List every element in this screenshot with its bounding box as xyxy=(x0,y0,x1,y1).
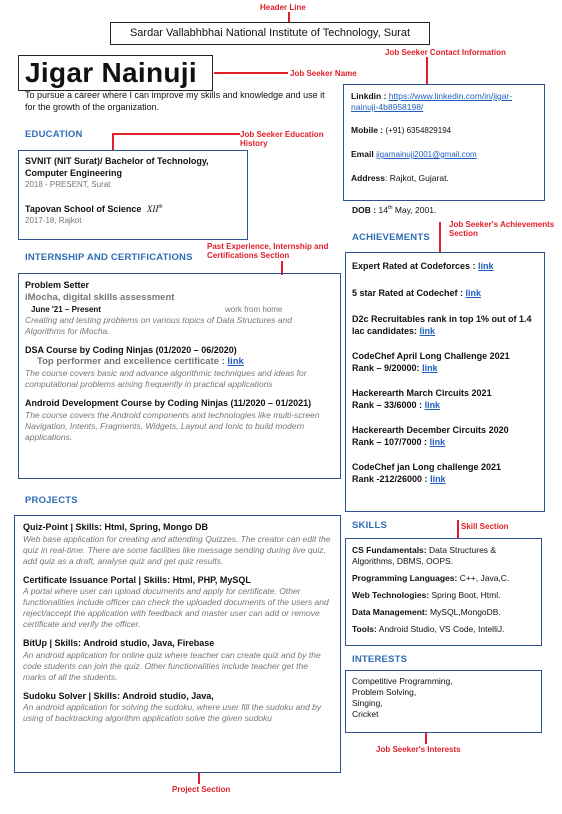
annotation-connector xyxy=(425,733,427,744)
annotation-connector xyxy=(214,72,288,74)
education-meta: 2017-18, Rajkot xyxy=(25,216,82,225)
experience-role: DSA Course by Coding Ninjas (01/2020 – 06/2020) xyxy=(25,344,237,355)
experience-company: Top performer and excellence certificate : xyxy=(37,356,225,367)
skill-label: Web Technologies: xyxy=(352,590,430,600)
address-value: : Rajkot, Gujarat. xyxy=(385,173,449,183)
name-box xyxy=(18,55,213,91)
skills-heading: SKILLS xyxy=(352,520,387,531)
skill-value: Android Studio, VS Code, IntelliJ. xyxy=(378,624,505,634)
annotation-connector xyxy=(457,520,459,538)
achievement-text: Hackerearth March Circuits 2021 xyxy=(352,388,492,398)
candidate-name: Jigar Nainuji xyxy=(25,57,197,88)
experience-desc: Creating and testing problems on various topics of Data Structures and Algorithms for iMocha. xyxy=(25,314,292,336)
certificate-link[interactable]: link xyxy=(227,356,244,367)
annotation-name: Job Seeker Name xyxy=(290,69,357,78)
skill-value: Spring Boot, Html. xyxy=(431,590,501,600)
annotation-skills: Skill Section xyxy=(461,522,509,531)
project-title: Certificate Issuance Portal | Skills: Html, PHP, MySQL xyxy=(23,574,251,585)
education-extra-sup: th xyxy=(158,203,163,210)
experience-role: Android Development Course by Coding Ninjas (11/2020 – 01/2021) xyxy=(25,398,312,408)
dob-label: DOB : xyxy=(352,205,377,215)
achievement-link[interactable]: link xyxy=(478,261,494,271)
contact-box xyxy=(343,84,545,201)
achievement-link[interactable]: link xyxy=(422,362,438,373)
mobile-value: (+91) 6354829194 xyxy=(385,126,452,135)
project-desc: An android application for solving the sudoku, where user fill the sudoku and by using of backtracking algorithm application solve the given sudoku xyxy=(23,702,322,723)
linkedin-link[interactable]: https://www.linkedin.com/in/jigar-nainuji-4b8958198/ xyxy=(351,91,513,112)
experience-company: iMocha, digital skills assessment xyxy=(25,291,175,303)
interest-item: Singing, xyxy=(352,698,383,708)
achievements-heading: ACHIEVEMENTS xyxy=(352,232,430,243)
mobile-label: Mobile : xyxy=(351,125,384,135)
email-link[interactable]: jigarnainuji2001@gmail.com xyxy=(376,150,477,159)
achievement-text: 5 star Rated at Codechef : xyxy=(352,287,464,298)
education-school: Tapovan School of Science xyxy=(25,203,142,214)
experience-box xyxy=(18,273,341,479)
skill-value: Data Structures & Algorithms, DBMS, OOPS. xyxy=(352,545,497,566)
skill-value: MySQL,MongoDB. xyxy=(429,607,501,617)
project-desc: An android application for online quiz where teacher can create quiz and by the code students can join the quiz. Other functionalities include teacher get the marks of all the students. xyxy=(23,649,321,682)
experience-heading: INTERNSHIP AND CERTIFICATIONS xyxy=(25,252,193,263)
interests-box xyxy=(345,670,542,733)
interests-heading: INTERESTS xyxy=(352,654,408,665)
achievement-rank: Rank – 9/20000: xyxy=(352,362,420,373)
achievement-link[interactable]: link xyxy=(429,436,446,447)
skills-box xyxy=(345,538,542,646)
achievement-text: Hackerearth December Circuits 2020 xyxy=(352,425,509,435)
annotation-connector xyxy=(112,133,114,151)
dob-day: 14 xyxy=(378,205,388,215)
achievement-link[interactable]: link xyxy=(419,325,436,336)
projects-heading: PROJECTS xyxy=(25,495,78,506)
project-title: BitUp | Skills: Android studio, Java, Firebase xyxy=(23,638,215,648)
skill-label: Data Management: xyxy=(352,607,428,617)
annotation-connector xyxy=(426,57,428,85)
skill-label: Programming Languages: xyxy=(352,573,458,583)
annotation-education: Job Seeker Education History xyxy=(240,130,324,148)
achievement-text: CodeChef April Long Challenge 2021 xyxy=(352,351,510,361)
achievement-rank: Rank – 107/7000 : xyxy=(352,436,428,447)
dob-suffix: th xyxy=(387,205,393,212)
email-label: Email xyxy=(351,149,374,159)
education-heading: EDUCATION xyxy=(25,129,83,140)
skill-value: C++, Java,C. xyxy=(459,573,510,583)
dob-rest: May, 2001. xyxy=(394,205,437,215)
institute-name: Sardar Vallabhbhai National Institute of Technology, Surat xyxy=(129,27,411,39)
achievement-text: D2c Recruitables rank in top 1% out of 1.4 lac candidates: xyxy=(352,314,532,336)
annotation-interests: Job Seeker's Interests xyxy=(376,745,461,754)
address-label: Address xyxy=(351,173,386,183)
annotation-projects: Project Section xyxy=(172,785,231,794)
achievement-link[interactable]: link xyxy=(430,473,446,484)
projects-box xyxy=(14,515,341,773)
interest-item: Cricket xyxy=(352,709,379,719)
annotation-connector xyxy=(112,133,240,135)
achievement-link[interactable]: link xyxy=(465,287,482,298)
project-title: Sudoku Solver | Skills: Android studio, Java, xyxy=(23,690,214,701)
skill-label: CS Fundamentals: xyxy=(352,545,427,555)
education-extra: XII xyxy=(146,203,159,214)
achievement-link[interactable]: link xyxy=(424,399,441,410)
education-box xyxy=(18,150,248,240)
annotation-connector xyxy=(198,773,200,784)
interest-item: Competitive Programming, xyxy=(352,676,453,686)
project-desc: A portal where user can upload documents and apply for certificate. Other functionalities include officer can check the uploaded documents of the users and reject/accept the application with feedback and master user can add or remove certificate and verify the officer. xyxy=(23,586,329,629)
dob xyxy=(352,205,436,215)
achievement-rank: Rank -212/26000 : xyxy=(352,473,428,484)
experience-desc: The course covers basic and advance algorithmic techniques and ideas for computational problems arising frequently in practical applications xyxy=(25,368,307,389)
project-desc: Web base application for creating and attending Quizzes. The creator can edit the quiz in real-time. There are some facilities like message sending during live quiz, add quiz as a draft, analyse quiz and get quiz results. xyxy=(23,533,331,566)
header-line-box xyxy=(110,22,430,45)
project-title: Quiz-Point | Skills: Html, Spring, Mongo DB xyxy=(23,522,209,532)
experience-desc: The course covers the Android components and technologies like multi-screen Navigation, Intents, Fragments, Widgets, Layout and Ionic to build modern applications. xyxy=(25,409,320,442)
annotation-experience: Past Experience, Internship and Certifications Section xyxy=(207,242,329,260)
education-school: SVNIT (NIT Surat)/ Bachelor of Technology, Computer Engineering xyxy=(25,156,209,178)
interest-item: Problem Solving, xyxy=(352,687,417,697)
achievements-box xyxy=(345,252,545,512)
skill-label: Tools: xyxy=(352,624,377,634)
education-meta: 2018 - PRESENT, Surat xyxy=(25,180,111,189)
achievement-rank: Rank – 33/6000 : xyxy=(352,399,423,410)
linkedin-label: Linkdin : xyxy=(351,91,387,101)
annotation-achievements: Job Seeker's Achievements Section xyxy=(449,220,555,238)
annotation-contact: Job Seeker Contact Information xyxy=(385,48,506,57)
experience-date: June '21 – Present xyxy=(31,304,101,314)
achievement-text: Expert Rated at Codeforces : xyxy=(352,261,476,271)
experience-role: Problem Setter xyxy=(25,280,90,290)
achievement-text: CodeChef jan Long challenge 2021 xyxy=(352,462,502,472)
annotation-header-line: Header Line xyxy=(260,3,306,12)
annotation-connector xyxy=(439,222,441,252)
experience-mode: work from home xyxy=(225,304,283,314)
career-objective: To pursue a career where I can improve my skills and knowledge and use it for the growth of the organization. xyxy=(25,90,325,112)
